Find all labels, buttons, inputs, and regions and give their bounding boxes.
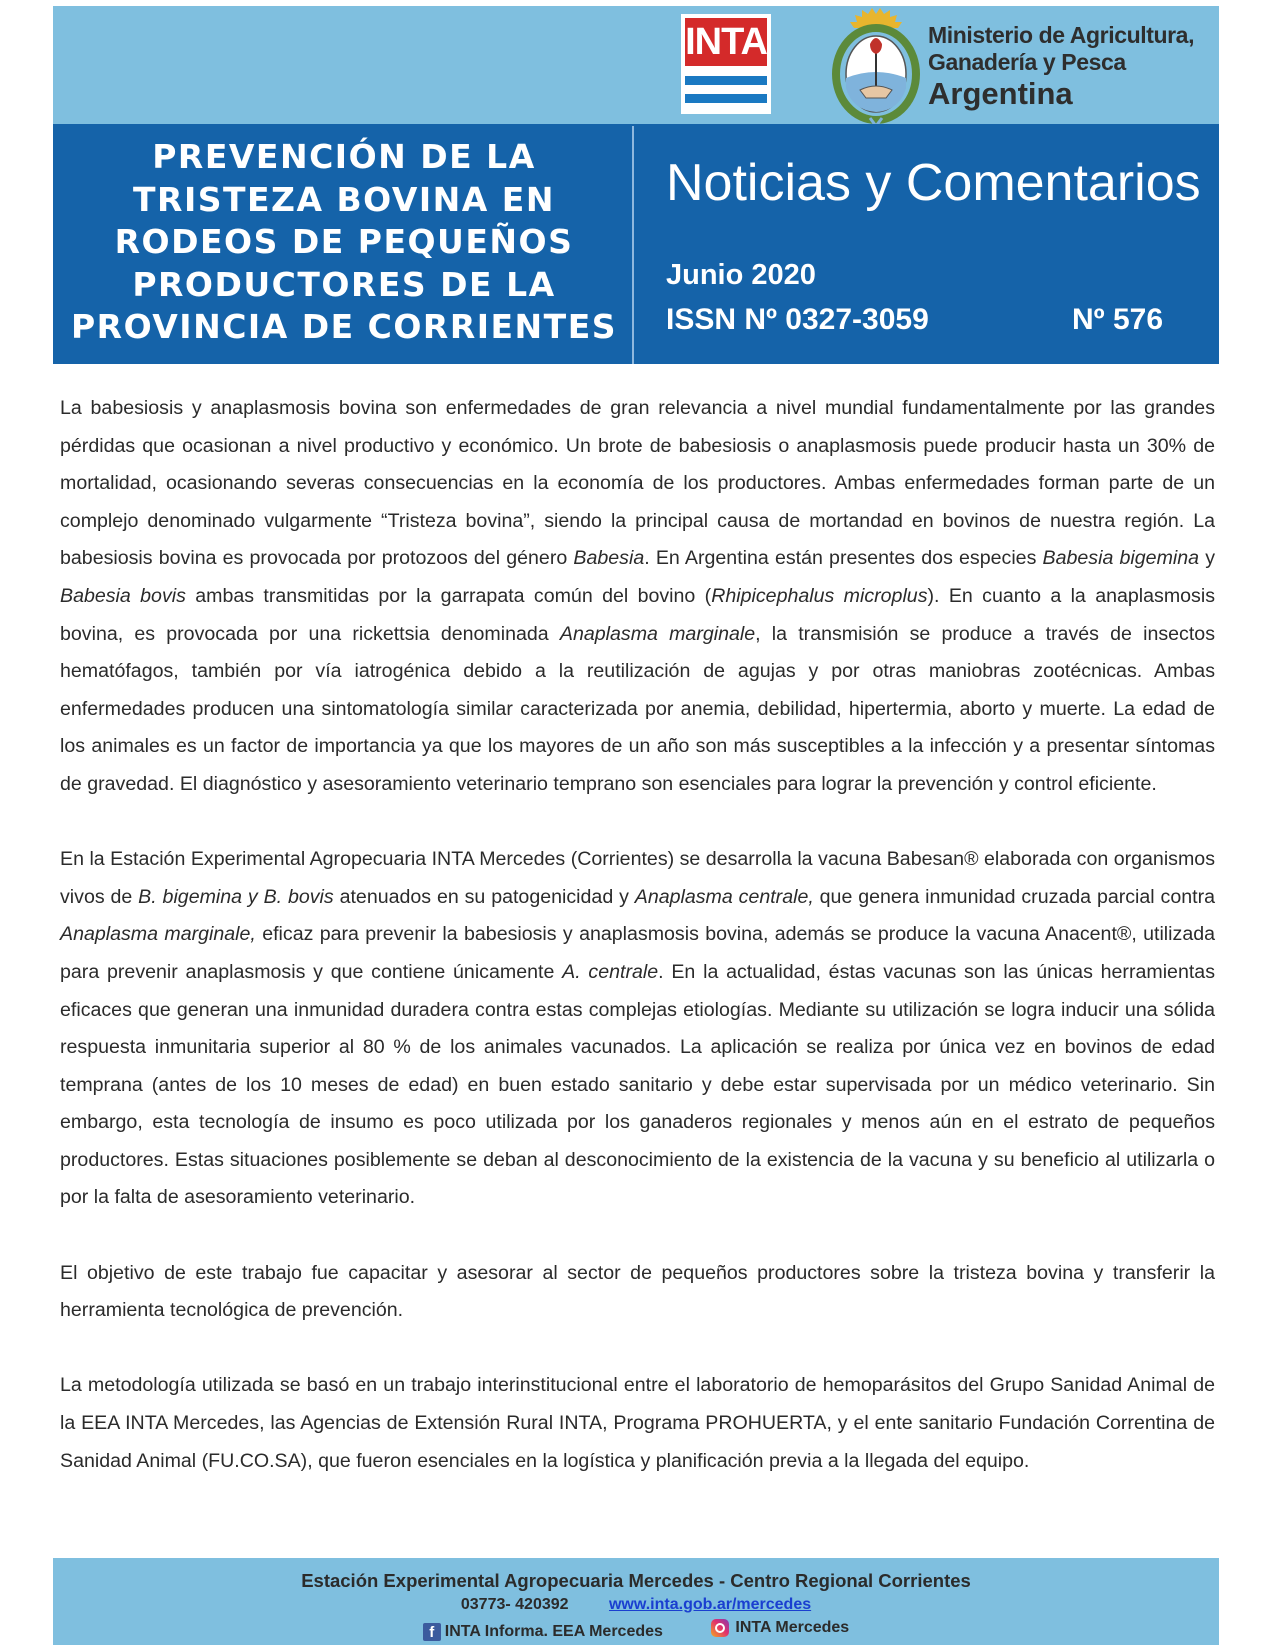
footer: [53, 1558, 1219, 1645]
footer-station: Estación Experimental Agropecuaria Mercedes - Centro Regional Corrientes: [301, 1570, 971, 1591]
text-run: La babesiosis y anaplasmosis bovina son enfermedades de gran relevancia a nivel mundial fundamentalmente por las grandes pérdidas que ocasionan a nivel productivo y económico. Un brote de babesiosis o anaplasmosis puede producir hasta un 30% de mortalidad, ocasionando severas consecuencias en la economía de los productores. Ambas enfermedades forman parte de un complejo denominado vulgarmente “Tristeza bovina”, siendo la principal causa de mortandad en bovinos de nuestra región. La babesiosis bovina es provocada por protozoos del género: [60, 397, 1215, 570]
footer-website-link[interactable]: www.inta.gob.ar/mercedes: [608, 1596, 812, 1613]
facebook-icon: f: [423, 1623, 441, 1641]
text-run: , la transmisión se produce a través de insectos hematófagos, también por vía iatrogénica debido a la reutilización de agujas y por otras maniobras zootécnicas. Ambas enfermedades producen una sintomatología similar caracterizada por anemia, debilidad, hipertermia, aborto y muerte. La edad de los animales es un factor de importancia ya que los mayores de un año son más susceptibles a la infección y a presentar síntomas de gravedad. El diagnóstico y asesoramiento veterinario temprano son esenciales para lograr la prevención y control eficiente.: [60, 622, 1215, 795]
footer-contact: [53, 1593, 1219, 1617]
paragraph-methodology: La metodología utilizada se basó en un trabajo interinstitucional entre el laboratorio de hemoparásitos del Grupo Sanidad Animal de la EEA INTA Mercedes, las Agencias de Extensión Rural INTA, Programa PROHUERTA, y el ente sanitario Fundación Correntina de Sanidad Animal (FU.CO.SA), que fueron esenciales en la logística y planificación previa a la llegada del equipo.: [60, 1374, 1215, 1472]
footer-phone: 03773- 420392: [460, 1596, 569, 1613]
issn: ISSN Nº 0327-3059: [666, 303, 929, 336]
text-run: . En la actualidad, éstas vacunas son las únicas herramientas eficaces que generan una inmunidad duradera contra estas complejas etiologías. Mediante su utilización se logra inducir una sólida respuesta inmunitaria superior al 80 % de los animales vacunados. La aplicación se realiza por única vez en bovinos de edad temprana (antes de los 10 meses de edad) en buen estado sanitario y debe estar supervisada por un médico veterinario. Sin embargo, esta tecnología de insumo es poco utilizada por los ganaderos regionales y menos aún en el estrato de pequeños productores. Estas situaciones posiblemente se deban al desconocimiento de la existencia de la vacuna y su beneficio al utilizarla o por la falta de asesoramiento veterinario.: [60, 960, 1215, 1209]
italic-term: Rhipicephalus microplus: [711, 584, 928, 607]
ministry-line-1: Ministerio de Agricultura,: [928, 22, 1195, 48]
article-title-line: TRISTEZA BOVINA EN: [133, 179, 555, 219]
italic-term: Anaplasma marginale: [559, 622, 756, 645]
logo-stripe: [685, 76, 767, 85]
issue-number: Nº 576: [1072, 303, 1164, 336]
text-run: . En Argentina están presentes dos especies: [644, 547, 1043, 570]
ministry-line-2: Ganadería y Pesca: [928, 49, 1126, 75]
ministry-line-3: Argentina: [928, 76, 1073, 111]
paragraph-objective: El objetivo de este trabajo fue capacitar y asesorar al sector de pequeños productores sobre la tristeza bovina y transferir la herramienta tecnológica de prevención.: [60, 1261, 1215, 1322]
logo-stripe: [685, 94, 767, 103]
italic-term: A. centrale: [562, 960, 659, 983]
article-title-line: RODEOS DE PEQUEÑOS: [114, 222, 574, 261]
text-run: En la Estación Experimental Agropecuaria INTA Mercedes (Corrientes) se desarrolla la vacuna Babesan® elaborada con organismos vivos de: [60, 848, 1215, 908]
paragraph-intro: [60, 390, 1215, 804]
text-run: ). En cuanto a la anaplasmosis bovina, es provocada por una rickettsia denominada: [60, 584, 1215, 645]
text-run: ambas transmitidas por la garrapata común del bovino (: [185, 584, 712, 607]
instagram-icon: [711, 1619, 729, 1637]
text-run: atenuados en su patogenicidad y: [333, 885, 635, 908]
instagram-label: INTA Mercedes: [735, 1619, 850, 1636]
italic-term: Babesia bigemina: [1042, 547, 1200, 570]
italic-term: Babesia: [573, 547, 645, 570]
inta-logo-text: INTA: [685, 18, 767, 66]
footer-social: [53, 1617, 1219, 1644]
text-run: eficaz para prevenir la babesiosis y anaplasmosis bovina, además se produce la vacuna Anacent®, utilizada para prevenir anaplasmosis y que contiene únicamente: [60, 923, 1216, 983]
series-title: Noticias y Comentarios: [666, 154, 1201, 212]
article-title-line: PRODUCTORES DE LA: [132, 264, 556, 304]
inta-logo: [681, 14, 771, 114]
issue-date: Junio 2020: [666, 259, 816, 291]
italic-term: B. bigemina y B. bovis: [138, 885, 334, 908]
article-title-line: PREVENCIÓN DE LA: [152, 137, 536, 176]
article-title-line: PROVINCIA DE CORRIENTES: [71, 307, 617, 346]
italic-term: Anaplasma marginale,: [60, 923, 256, 946]
facebook-label: INTA Informa. EEA Mercedes: [444, 1623, 663, 1640]
article-body: [60, 390, 1215, 1518]
paragraph-vaccine: [60, 841, 1215, 1217]
title-divider: [632, 126, 634, 364]
national-coat-of-arms-icon: [830, 6, 922, 130]
text-run: que genera inmunidad cruzada parcial contra: [813, 885, 1215, 908]
italic-term: Babesia bovis: [60, 584, 186, 607]
text-run: y: [1199, 547, 1216, 570]
instagram-link[interactable]: [711, 1617, 849, 1639]
ministry-name: [928, 22, 1194, 112]
italic-term: Anaplasma centrale,: [634, 885, 814, 908]
article-title: [56, 136, 632, 349]
facebook-link[interactable]: [423, 1621, 663, 1643]
